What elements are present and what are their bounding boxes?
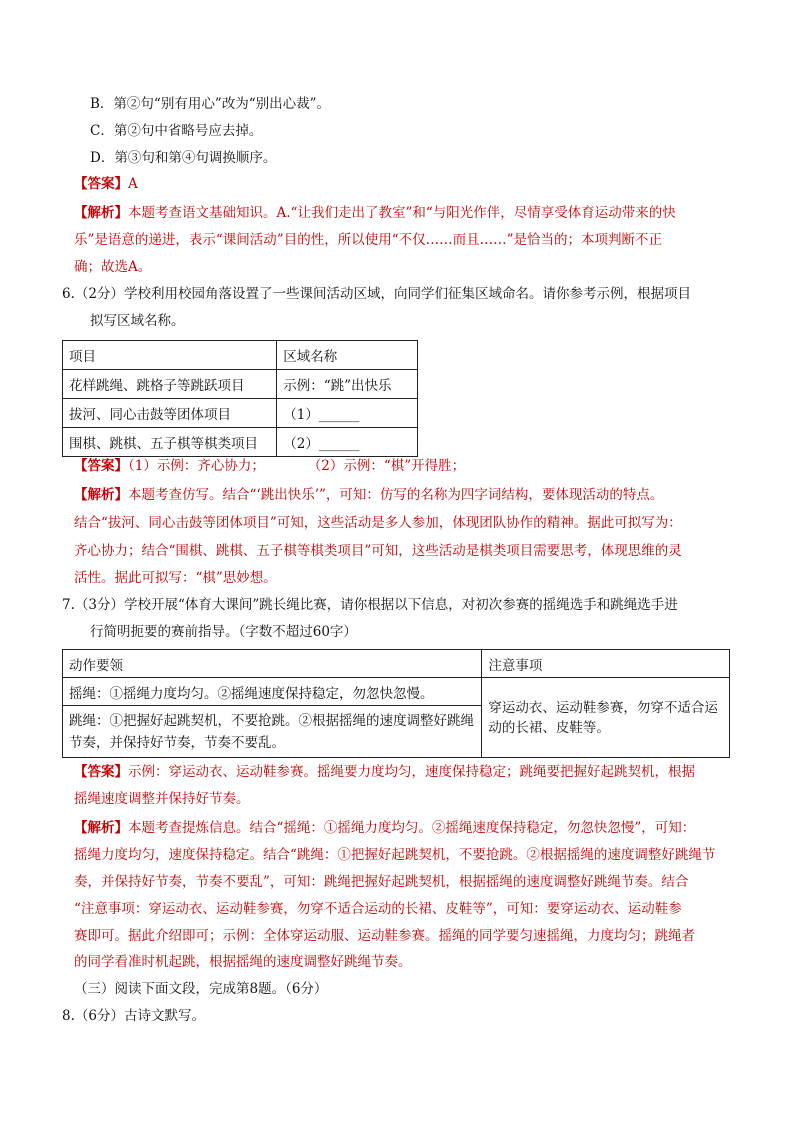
- q7-header-action-points: 动作要领: [63, 650, 482, 678]
- q5-analysis-line2: 乐”是语意的递进，表示“课间活动”目的性，所以使用“不仅……而且……”是恰当的；本项判断不正: [74, 232, 663, 248]
- q6-header-item: 项目: [63, 341, 277, 370]
- q6-cell: 花样跳绳、跳格子等跳跃项目: [63, 370, 277, 399]
- q7-table-header: [63, 650, 730, 678]
- q7-analysis-line1: 【解析】本题考查提炼信息。结合“摇绳：①摇绳力度均匀。②摇绳速度保持稳定，勿忽快忽慢”，可知：: [74, 820, 696, 836]
- q7-note-line1: 穿运动衣、运动鞋参赛，勿穿不适合运: [488, 699, 718, 716]
- q6-analysis-line4: 活性。据此可拟写：“棋”思妙想。: [74, 570, 277, 586]
- q7-rope-swing-cell: 摇绳：①摇绳力度均匀。②摇绳速度保持稳定，勿忽快忽慢。: [63, 678, 482, 706]
- q5-analysis-line3: 确；故选A。: [74, 259, 152, 275]
- q6-table: [62, 340, 418, 457]
- q7-jump-line1: 跳绳：①把握好起跳契机，不要抢跳。②根据摇绳的速度调整好跳绳: [69, 712, 474, 729]
- table-row: [63, 678, 730, 706]
- q7-stem-line2: 行简明扼要的赛前指导。（字数不超过60字）: [90, 624, 357, 640]
- q7-answer-line1: 【答案】示例：穿运动衣、运动鞋参赛。摇绳要力度均匀，速度保持稳定；跳绳要把握好起跳契机，根据: [74, 764, 695, 780]
- q6-analysis-line2: 结合“拔河、同心击鼓等团体项目”可知，这些活动是多人参加，体现团队协作的精神。据此可拟写为：: [74, 515, 682, 531]
- q7-rope-jump-cell: [63, 706, 482, 758]
- q8-stem: 8.（6分）古诗文默写。: [62, 1008, 205, 1024]
- table-row: [63, 428, 418, 457]
- q7-analysis-line5: 赛即可。据此介绍即可；示例：全体穿运动服、运动鞋参赛。摇绳的同学要匀速摇绳，力度均匀；跳绳者: [74, 928, 695, 944]
- q6-cell: 示例：“跳”出快乐: [277, 370, 418, 399]
- q5-option-c: C．第②句中省略号应去掉。: [90, 123, 263, 139]
- q6-stem-line2: 拟写区域名称。: [90, 313, 185, 329]
- q6-answer: 【答案】（1）示例：齐心协力； （2）示例：“棋”开得胜；: [74, 458, 466, 474]
- q6-analysis-line3: 齐心协力；结合“围棋、跳棋、五子棋等棋类项目”可知，这些活动是棋类项目需要思考，体现思维的灵: [74, 543, 682, 559]
- q7-analysis-line3: 奏，并保持好节奏，节奏不要乱”，可知：跳绳把握好起跳契机，根据摇绳的速度调整好跳绳节奏。结合: [74, 874, 689, 890]
- q7-analysis-line6: 的同学看准时机起跳，根据摇绳的速度调整好跳绳节奏。: [74, 954, 412, 970]
- q6-header-zone-name: 区域名称: [277, 341, 418, 370]
- q5-option-d: D．第③句和第④句调换顺序。: [90, 150, 277, 166]
- q6-cell: （2）______: [277, 428, 418, 457]
- table-row: [63, 370, 418, 399]
- section-three-heading: （三）阅读下面文段，完成第8题。（6分）: [74, 981, 328, 997]
- q7-stem-line1: 7.（3分）学校开展“体育大课间”跳长绳比赛，请你根据以下信息，对初次参赛的摇绳选手和跳绳选手进: [62, 597, 678, 613]
- q6-cell: 拔河、同心击鼓等团体项目: [63, 399, 277, 428]
- q5-analysis-line1: 【解析】本题考查语文基础知识。A.“让我们走出了教室”和“与阳光作伴，尽情享受体育运动带来的快: [74, 205, 676, 221]
- q7-note-line2: 动的长裙、皮鞋等。: [488, 719, 610, 736]
- q7-answer-line2: 摇绳速度调整并保持好节奏。: [74, 791, 250, 807]
- q7-jump-line2: 节奏，并保持好节奏，节奏不要乱。: [69, 734, 285, 751]
- q6-table-header: [63, 341, 418, 370]
- q6-analysis-line1: 【解析】本题考查仿写。结合“‘跳出快乐’”，可知：仿写的名称为四字词结构，要体现活动的特点。: [74, 487, 664, 503]
- q5-option-b: B．第②句“别有用心”改为“别出心裁”。: [90, 96, 331, 112]
- q7-header-notes: 注意事项: [482, 650, 730, 678]
- q7-analysis-line4: “注意事项：穿运动衣、运动鞋参赛，勿穿不适合运动的长裙、皮鞋等”，可知：要穿运动衣、运动鞋参: [74, 901, 682, 917]
- q7-analysis-line2: 摇绳力度均匀，速度保持稳定。结合“跳绳：①把握好起跳契机，不要抢跳。②根据摇绳的速度调整好跳绳节: [74, 847, 716, 863]
- q5-answer: 【答案】A: [74, 176, 138, 192]
- table-row: [63, 399, 418, 428]
- q7-table: [62, 649, 730, 758]
- q6-stem-line1: 6.（2分）学校利用校园角落设置了一些课间活动区域，向同学们征集区域命名。请你参考示例，根据项目: [62, 286, 691, 302]
- q7-notes-cell: [482, 678, 730, 758]
- q6-cell: （1）______: [277, 399, 418, 428]
- q6-cell: 围棋、跳棋、五子棋等棋类项目: [63, 428, 277, 457]
